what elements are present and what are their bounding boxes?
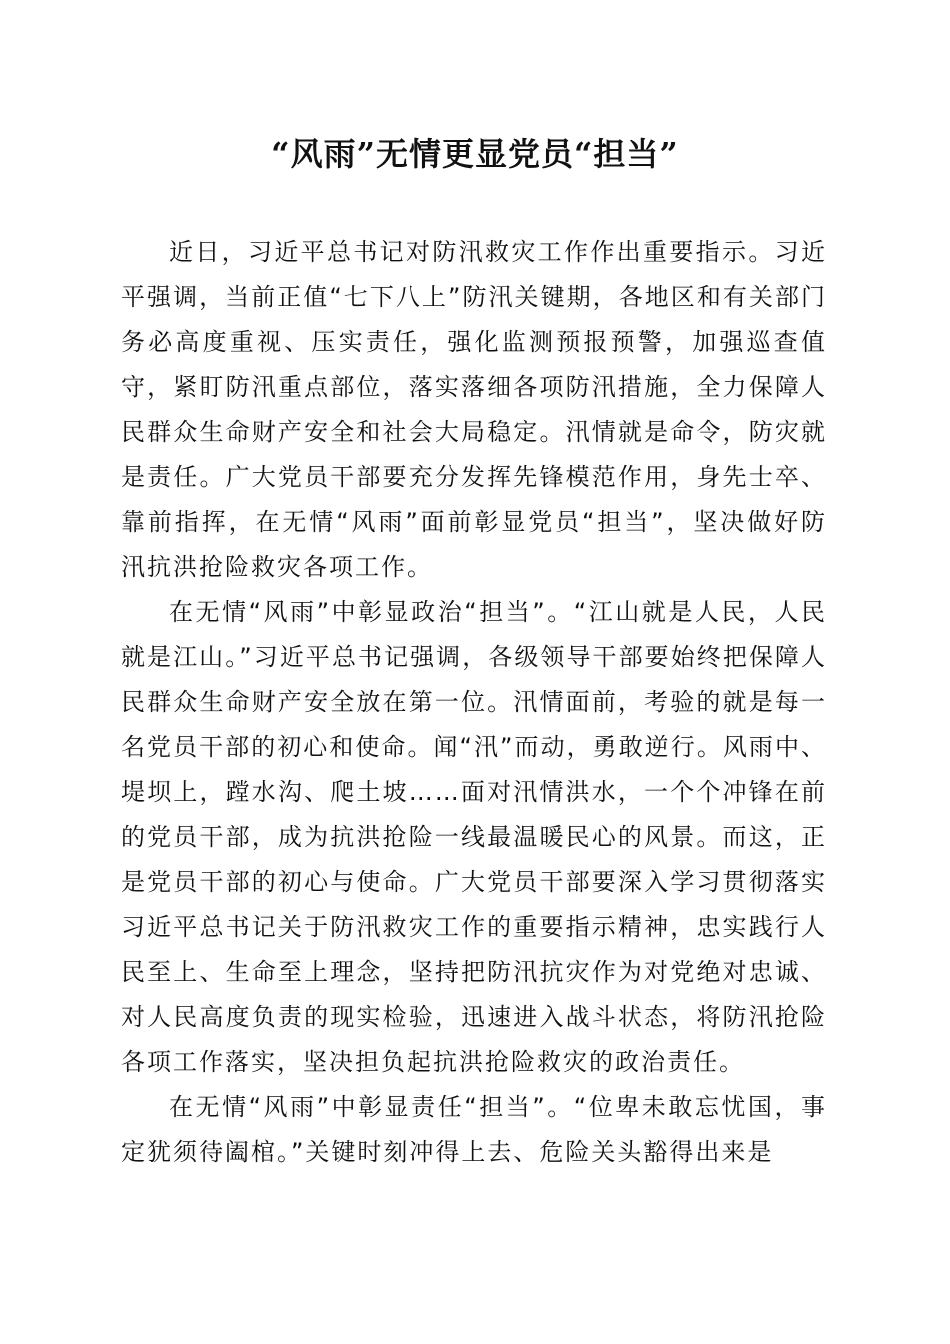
- paragraph-intro: 近日，习近平总书记对防汛救灾工作作出重要指示。习近平强调，当前正值“七下八上”防汛关键期，各地区和有关部门务必高度重视、压实责任，强化监测预报预警，加强巡查值守，紧盯防汛重点部位，落实落细各项防汛措施，全力保障人民群众生命财产安全和社会大局稳定。汛情就是命令，防灾就是责任。广大党员干部要充分发挥先锋模范作用，身先士卒、靠前指挥，在无情“风雨”面前彰显党员“担当”，坚决做好防汛抗洪抢险救灾各项工作。: [121, 238, 827, 581]
- document-title: “风雨”无情更显党员“担当”: [271, 135, 679, 173]
- paragraph-duty-responsibility: 在无情“风雨”中彰显责任“担当”。“位卑未敢忘忧国，事定犹须待阖棺。”关键时刻冲得上去、危险关头豁得出来是: [121, 1093, 827, 1166]
- document-body: [121, 230, 827, 1175]
- paragraph-political-responsibility: 在无情“风雨”中彰显政治“担当”。“江山就是人民，人民就是江山。”习近平总书记强调，各级领导干部要始终把保障人民群众生命财产安全放在第一位。汛情面前，考验的就是每一名党员干部的初心和使命。闻“汛”而动，勇敢逆行。风雨中、堤坝上，蹚水沟、爬土坡……面对汛情洪水，一个个冲锋在前的党员干部，成为抗洪抢险一线最温暖民心的风景。而这，正是党员干部的初心与使命。广大党员干部要深入学习贯彻落实习近平总书记关于防汛救灾工作的重要指示精神，忠实践行人民至上、生命至上理念，坚持把防汛抗灾作为对党绝对忠诚、对人民高度负责的现实检验，迅速进入战斗状态，将防汛抢险各项工作落实，坚决担负起抗洪抢险救灾的政治责任。: [121, 598, 827, 1076]
